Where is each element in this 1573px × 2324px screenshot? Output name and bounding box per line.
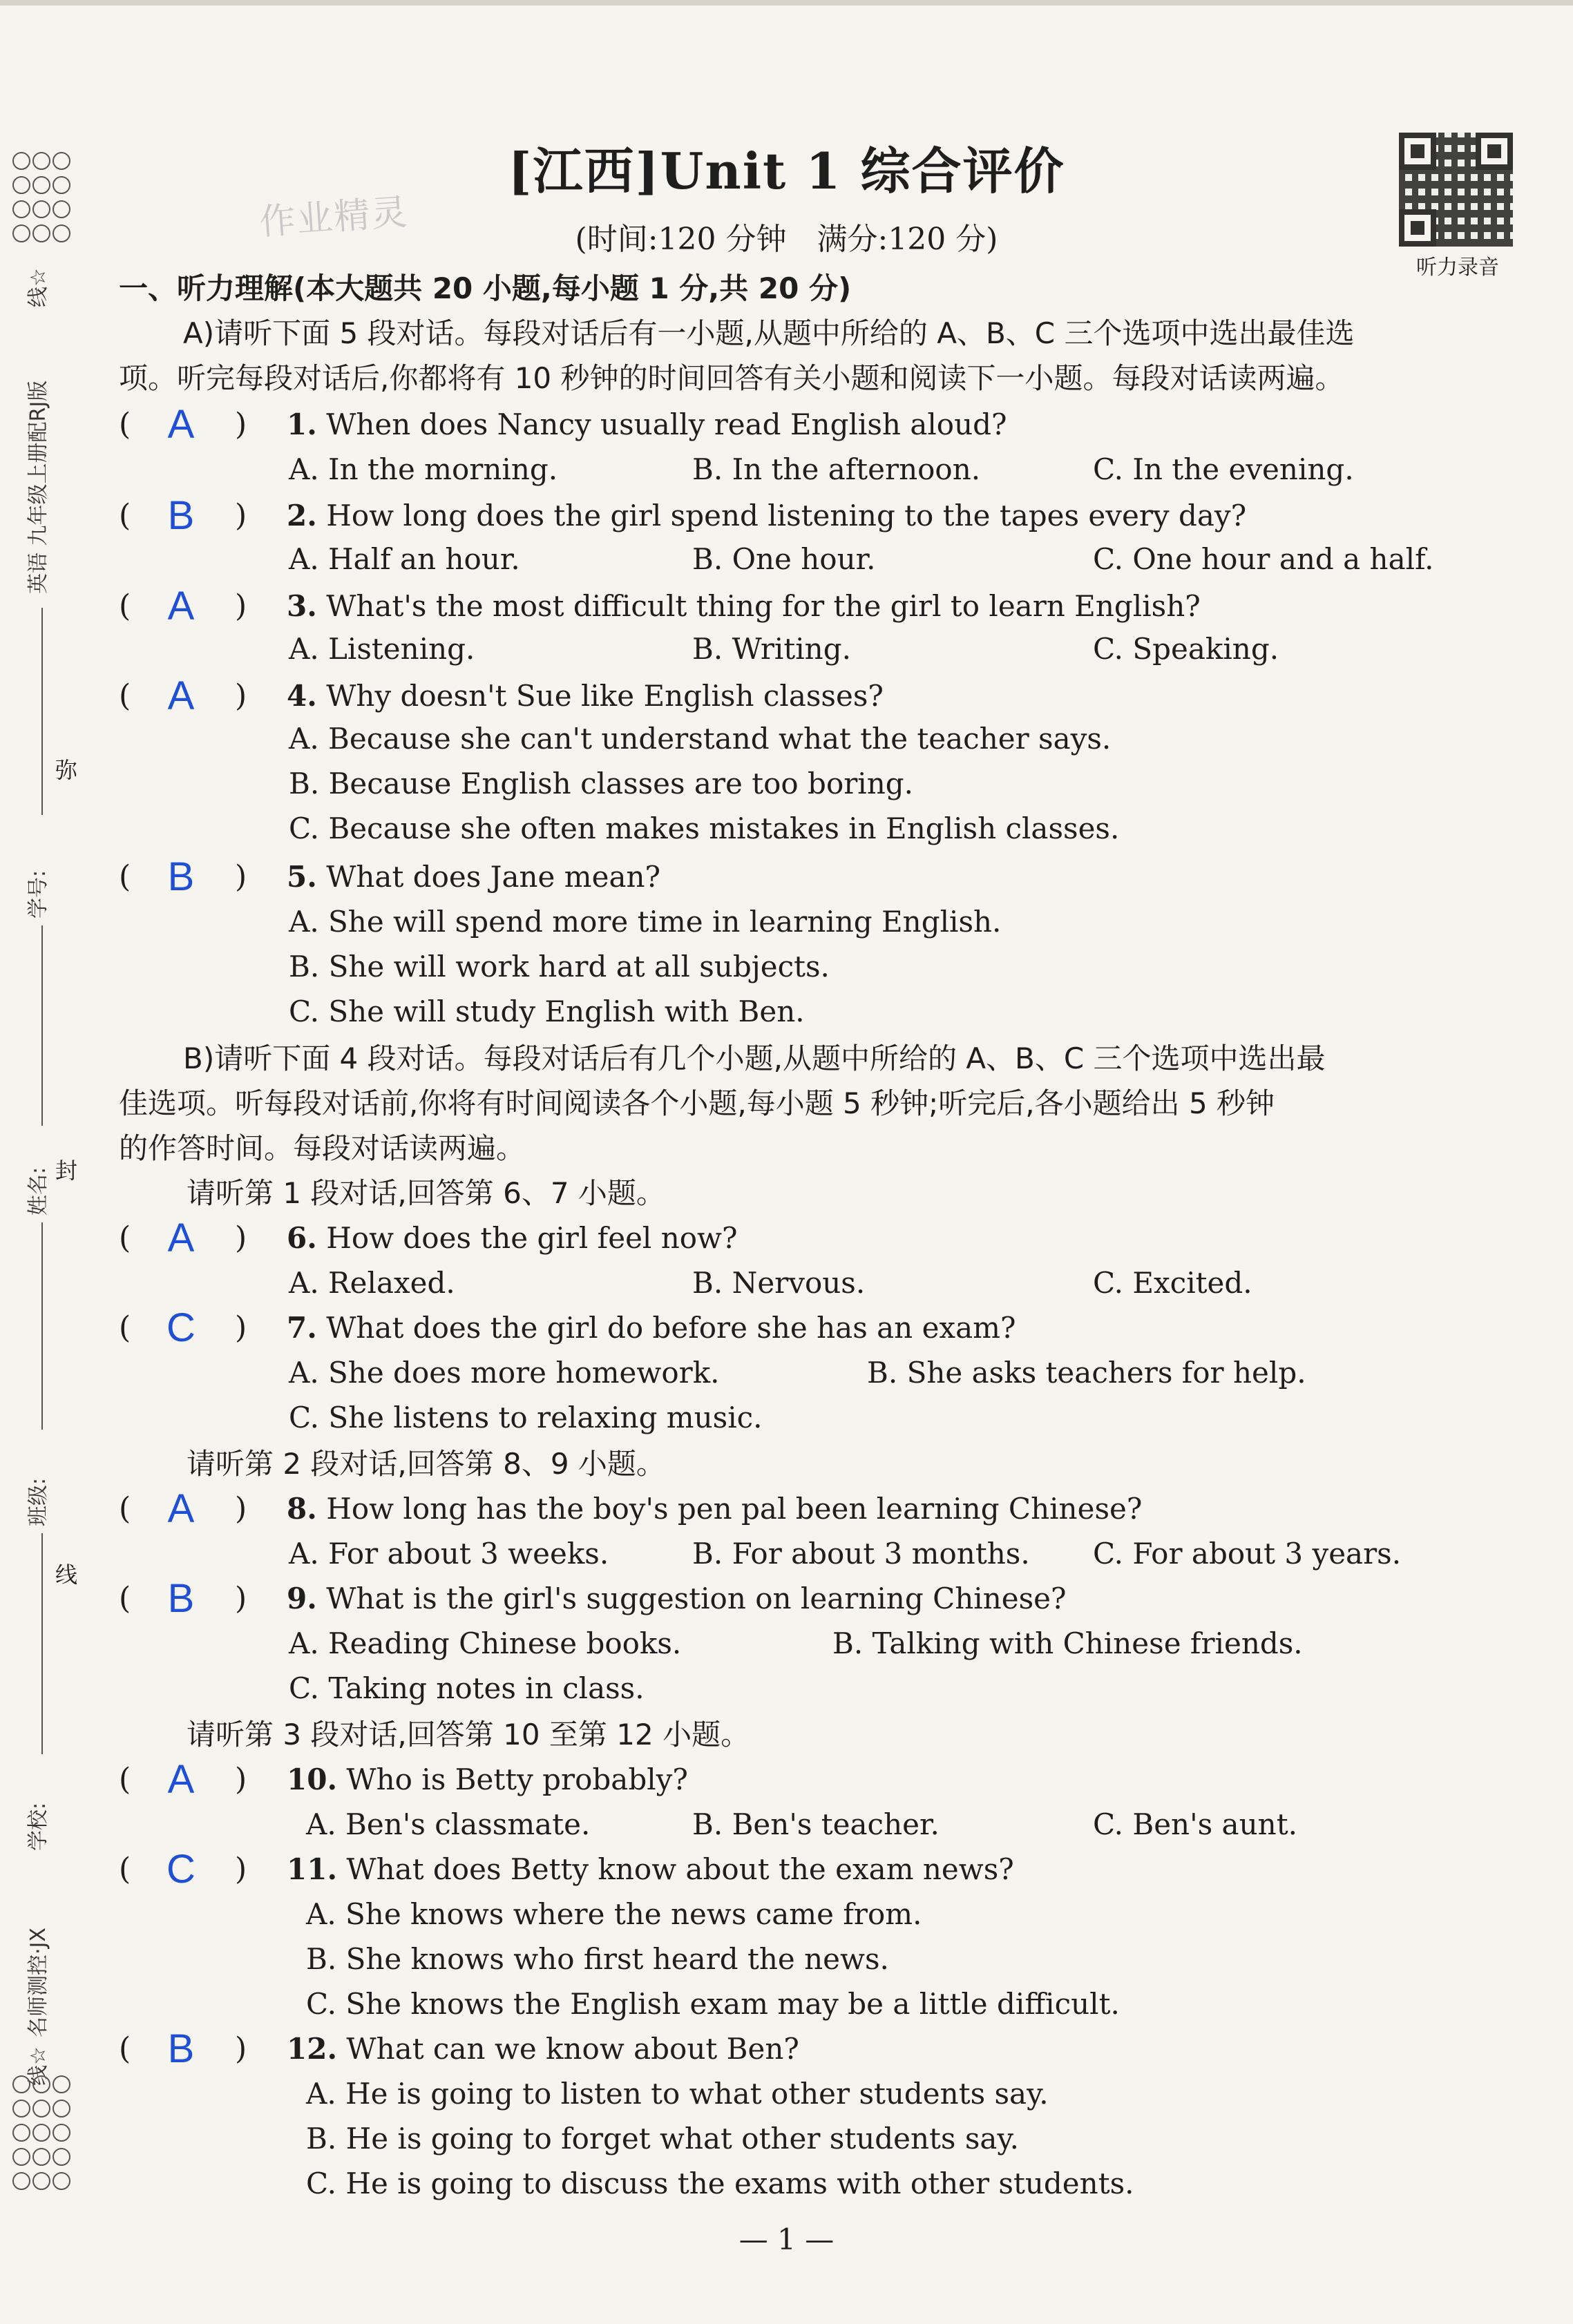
question-number: 1. xyxy=(287,407,317,441)
option-b[interactable]: B. Because English classes are too boring. xyxy=(289,767,914,800)
option-b[interactable]: B. In the afternoon. xyxy=(692,452,981,486)
answer-paren-close: ) xyxy=(235,1581,247,1616)
option-c[interactable]: C. Ben's aunt. xyxy=(1093,1807,1297,1841)
question-1 xyxy=(287,404,1007,445)
question-2 xyxy=(287,495,1246,537)
question-number: 12. xyxy=(287,2032,338,2066)
option-c[interactable]: C. He is going to discuss the exams with other students. xyxy=(306,2167,1134,2200)
answer-mark[interactable]: B xyxy=(167,1576,195,1621)
question-text: When does Nancy usually read English aloud? xyxy=(316,407,1007,441)
answer-mark[interactable]: A xyxy=(167,1757,195,1802)
question-3 xyxy=(287,586,1201,627)
qr-caption: 听力录音 xyxy=(1416,256,1499,280)
side-rule-3 xyxy=(41,1222,43,1430)
question-text: What is the girl's suggestion on learning Chinese? xyxy=(316,1582,1067,1615)
option-b[interactable]: B. Talking with Chinese friends. xyxy=(832,1626,1303,1660)
question-text: How long does the girl spend listening to the tapes every day? xyxy=(316,499,1247,532)
part-b-instructions-line1: B)请听下面 4 段对话。每段对话后有几个小题,从题中所给的 A、B、C 三个选项中选出最 xyxy=(183,1041,1326,1075)
question-number: 7. xyxy=(287,1311,317,1345)
option-b[interactable]: B. Ben's teacher. xyxy=(692,1807,940,1841)
question-8 xyxy=(287,1488,1142,1530)
answer-paren-open: ( xyxy=(119,678,131,713)
question-10 xyxy=(287,1759,688,1800)
answer-paren-close: ) xyxy=(235,588,247,624)
question-text: How does the girl feel now? xyxy=(316,1221,738,1255)
answer-paren-open: ( xyxy=(119,1581,131,1616)
answer-mark[interactable]: C xyxy=(166,1847,196,1892)
side-rule-1 xyxy=(41,608,43,815)
answer-mark[interactable]: B xyxy=(167,854,195,899)
option-b[interactable]: B. She knows who first heard the news. xyxy=(306,1942,889,1976)
question-number: 9. xyxy=(287,1582,317,1615)
option-b[interactable]: B. One hour. xyxy=(692,542,876,576)
answer-paren-close: ) xyxy=(235,1220,247,1256)
answer-paren-close: ) xyxy=(235,678,247,713)
option-c[interactable]: C. Speaking. xyxy=(1093,632,1279,666)
option-a[interactable]: A. She does more homework. xyxy=(289,1356,720,1390)
dialog-2-instruction: 请听第 2 段对话,回答第 8、9 小题。 xyxy=(187,1447,665,1481)
question-text: What does Betty know about the exam news? xyxy=(337,1852,1014,1886)
option-c[interactable]: C. Taking notes in class. xyxy=(289,1671,645,1705)
answer-mark[interactable]: C xyxy=(166,1305,196,1350)
question-12 xyxy=(287,2028,799,2070)
binding-holes-bottom xyxy=(12,2072,75,2193)
question-number: 4. xyxy=(287,679,317,713)
side-xian: 线 xyxy=(55,1562,78,1588)
part-a-instructions-line2: 项。听完每段对话后,你都将有 10 秒钟的时间回答有关小题和阅读下一小题。每段对话读两遍。 xyxy=(119,361,1344,395)
question-number: 6. xyxy=(287,1221,317,1255)
option-b[interactable]: B. She will work hard at all subjects. xyxy=(289,950,830,983)
option-a[interactable]: A. In the morning. xyxy=(289,452,558,486)
option-a[interactable]: A. She will spend more time in learning English. xyxy=(289,905,1002,939)
side-xuexiao: 学校: xyxy=(26,1802,50,1851)
answer-paren-close: ) xyxy=(235,1762,247,1797)
watermark: 作业精灵 xyxy=(258,191,410,244)
side-brand: 名师测控·JX xyxy=(26,1928,50,2037)
side-top-mark: 线☆ xyxy=(26,268,50,307)
question-number: 5. xyxy=(287,860,317,894)
question-number: 2. xyxy=(287,499,317,532)
scan-top-edge xyxy=(0,0,1573,6)
page-number: — 1 — xyxy=(738,2222,835,2256)
answer-paren-open: ( xyxy=(119,859,131,894)
part-b-instructions-line3: 的作答时间。每段对话读两遍。 xyxy=(119,1131,526,1165)
answer-paren-close: ) xyxy=(235,1310,247,1345)
answer-paren-open: ( xyxy=(119,2031,131,2066)
part-a-instructions-line1: A)请听下面 5 段对话。每段对话后有一小题,从题中所给的 A、B、C 三个选项中选出最佳选 xyxy=(183,316,1355,350)
page-subtitle: (时间:120 分钟 满分:120 分) xyxy=(575,222,998,257)
side-mi: 弥 xyxy=(55,757,78,783)
option-c[interactable]: C. Because she often makes mistakes in English classes. xyxy=(289,812,1120,845)
option-b[interactable]: B. Writing. xyxy=(692,632,851,666)
dialog-3-instruction: 请听第 3 段对话,回答第 10 至第 12 小题。 xyxy=(187,1718,750,1751)
page-title: [江西]Unit 1 综合评价 xyxy=(508,142,1065,200)
answer-paren-open: ( xyxy=(119,1310,131,1345)
answer-paren-open: ( xyxy=(119,1220,131,1256)
section-heading: 一、听力理解(本大题共 20 小题,每小题 1 分,共 20 分) xyxy=(119,271,852,305)
option-b[interactable]: B. She asks teachers for help. xyxy=(867,1356,1306,1390)
question-number: 11. xyxy=(287,1852,338,1886)
side-book-label: 英语 九年级上册配RJ版 xyxy=(26,380,50,594)
answer-paren-open: ( xyxy=(119,588,131,624)
option-c[interactable]: C. She knows the English exam may be a little difficult. xyxy=(306,1987,1120,2021)
question-11 xyxy=(287,1849,1014,1890)
question-7 xyxy=(287,1307,1016,1349)
answer-paren-open: ( xyxy=(119,407,131,442)
option-a[interactable]: A. Because she can't understand what the teacher says. xyxy=(289,722,1112,756)
question-number: 10. xyxy=(287,1763,338,1796)
question-number: 8. xyxy=(287,1492,317,1526)
side-bottom-mark: 线☆ xyxy=(26,2046,50,2086)
question-number: 3. xyxy=(287,589,317,623)
answer-paren-close: ) xyxy=(235,1852,247,1887)
side-rule-4 xyxy=(41,1533,43,1754)
question-4 xyxy=(287,675,884,717)
option-a[interactable]: A. Reading Chinese books. xyxy=(289,1626,682,1660)
answer-mark[interactable]: B xyxy=(167,493,195,538)
option-c[interactable]: C. She will study English with Ben. xyxy=(289,995,805,1028)
answer-mark[interactable]: B xyxy=(167,2026,195,2071)
answer-paren-open: ( xyxy=(119,1762,131,1797)
option-a[interactable]: A. Half an hour. xyxy=(289,542,520,576)
question-text: Who is Betty probably? xyxy=(337,1763,688,1796)
answer-mark[interactable]: A xyxy=(167,1216,195,1260)
dialog-1-instruction: 请听第 1 段对话,回答第 6、7 小题。 xyxy=(187,1176,665,1210)
option-a[interactable]: A. Ben's classmate. xyxy=(306,1807,591,1841)
answer-paren-close: ) xyxy=(235,859,247,894)
option-c[interactable]: C. In the evening. xyxy=(1093,452,1354,486)
question-text: What does Jane mean? xyxy=(316,860,661,894)
question-text: What does the girl do before she has an exam? xyxy=(316,1311,1016,1345)
side-rule-2 xyxy=(41,925,43,1126)
option-c[interactable]: C. She listens to relaxing music. xyxy=(289,1401,763,1434)
answer-paren-close: ) xyxy=(235,2031,247,2066)
answer-paren-open: ( xyxy=(119,1491,131,1526)
side-banji: 班级: xyxy=(26,1477,50,1526)
question-5 xyxy=(287,856,660,898)
side-xuehao: 学号: xyxy=(26,870,50,919)
answer-paren-close: ) xyxy=(235,498,247,533)
question-text: What's the most difficult thing for the girl to learn English? xyxy=(316,589,1201,623)
question-text: What can we know about Ben? xyxy=(337,2032,799,2066)
qr-code-icon[interactable] xyxy=(1399,133,1513,247)
option-c[interactable]: C. One hour and a half. xyxy=(1093,542,1434,576)
answer-paren-close: ) xyxy=(235,407,247,442)
option-b[interactable]: B. He is going to forget what other students say. xyxy=(306,2122,1019,2155)
answer-paren-close: ) xyxy=(235,1491,247,1526)
option-a[interactable]: A. Relaxed. xyxy=(289,1266,455,1300)
question-text: How long has the boy's pen pal been learning Chinese? xyxy=(316,1492,1143,1526)
option-a[interactable]: A. She knows where the news came from. xyxy=(306,1897,922,1931)
question-text: Why doesn't Sue like English classes? xyxy=(316,679,884,713)
answer-paren-open: ( xyxy=(119,1852,131,1887)
option-a[interactable]: A. For about 3 weeks. xyxy=(289,1537,609,1571)
option-b[interactable]: B. Nervous. xyxy=(692,1266,866,1300)
option-a[interactable]: A. He is going to listen to what other students say. xyxy=(306,2077,1049,2111)
answer-mark[interactable]: A xyxy=(167,584,195,628)
question-6 xyxy=(287,1218,738,1259)
option-c[interactable]: C. Excited. xyxy=(1093,1266,1252,1300)
answer-mark[interactable]: A xyxy=(167,402,195,447)
answer-paren-open: ( xyxy=(119,498,131,533)
option-c[interactable]: C. For about 3 years. xyxy=(1093,1537,1402,1571)
option-b[interactable]: B. For about 3 months. xyxy=(692,1537,1030,1571)
option-a[interactable]: A. Listening. xyxy=(289,632,475,666)
side-xingming: 姓名: xyxy=(26,1166,50,1216)
question-9 xyxy=(287,1578,1067,1620)
answer-mark[interactable]: A xyxy=(167,1486,195,1531)
answer-mark[interactable]: A xyxy=(167,673,195,718)
part-b-instructions-line2: 佳选项。听每段对话前,你将有时间阅读各个小题,每小题 5 秒钟;听完后,各小题给出 5 秒钟 xyxy=(119,1086,1275,1120)
side-feng: 封 xyxy=(55,1158,78,1184)
